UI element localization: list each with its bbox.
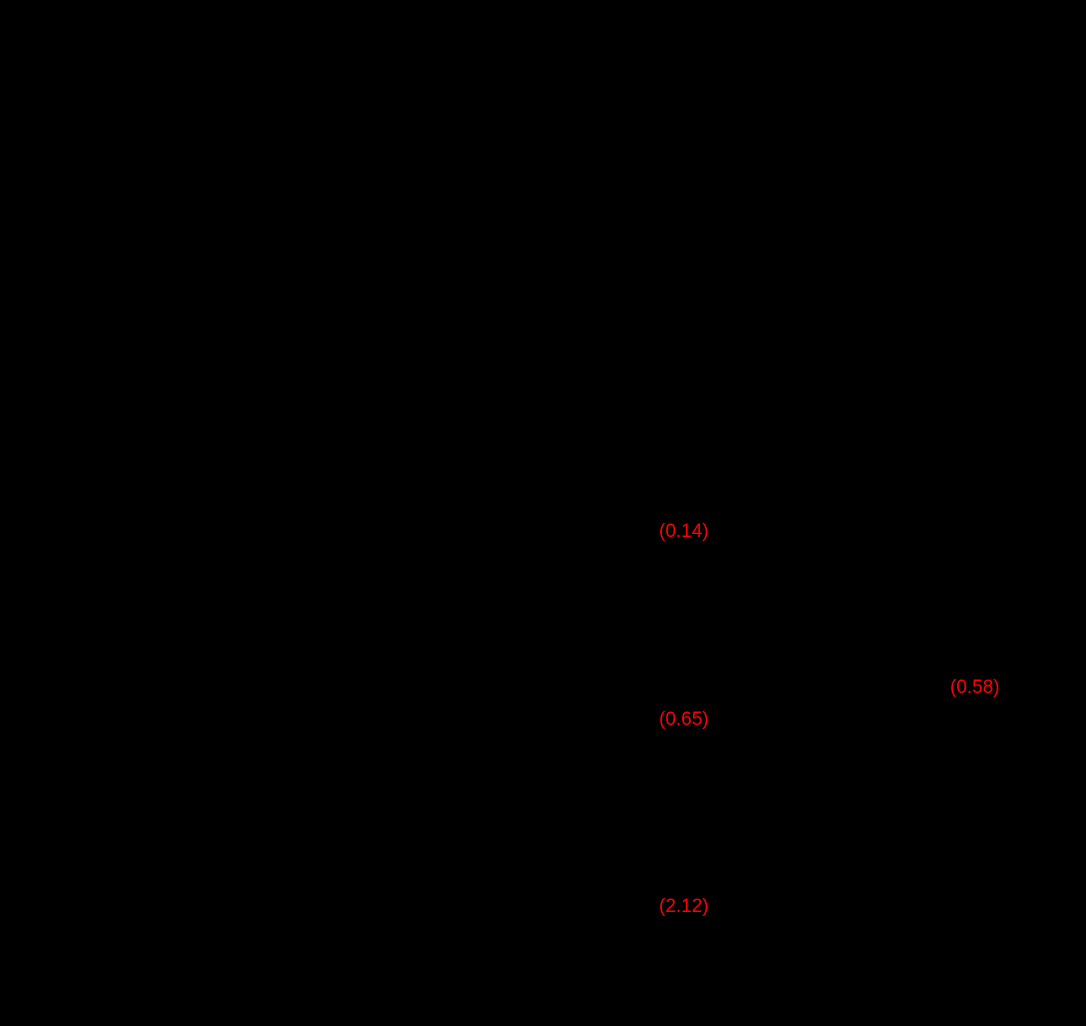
negative-number-2: (0.58) (950, 677, 1000, 698)
negative-number-1: (0.14) (659, 521, 709, 542)
negative-number-4: (2.12) (659, 896, 709, 917)
negative-number-3: (0.65) (659, 709, 709, 730)
